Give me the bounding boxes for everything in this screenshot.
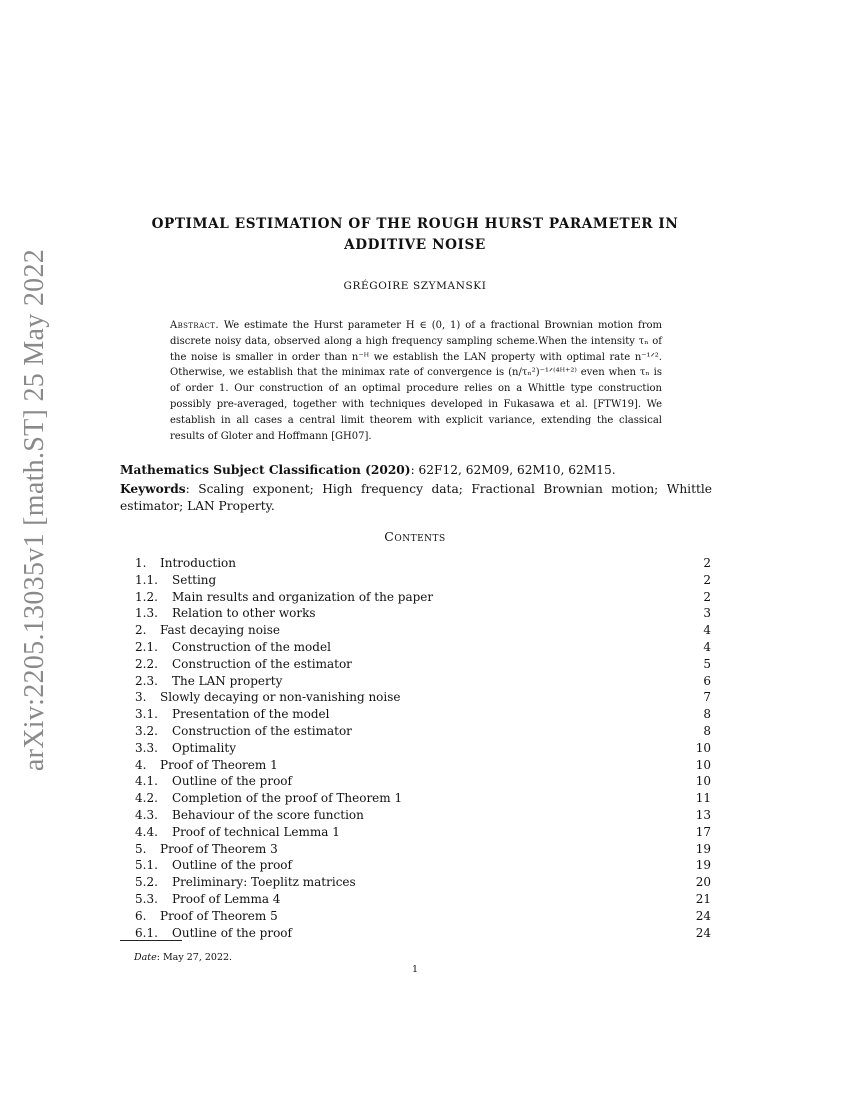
toc-entry-title: Proof of Theorem 5 [160, 908, 278, 923]
title-line-2: ADDITIVE NOISE [344, 237, 486, 253]
keywords-value: : Scaling exponent; High frequency data; Fractional Brownian motion; Whittle estimator; LAN Property. [120, 482, 712, 513]
author: GRÉGOIRE SZYMANSKI [343, 280, 487, 292]
toc-entry-page: 13 [695, 807, 711, 822]
toc-entry-number: 2. [135, 623, 147, 638]
toc-entry[interactable] [135, 639, 711, 656]
toc-entry-page: 21 [695, 891, 711, 906]
toc-entry[interactable] [135, 857, 711, 874]
toc-entry-page: 24 [695, 908, 711, 923]
toc-entry-number: 1.2. [135, 589, 158, 604]
keywords-line [120, 481, 712, 515]
toc-entry-number: 3.3. [135, 740, 158, 755]
toc-entry[interactable] [135, 925, 711, 942]
toc-entry-number: 5.1. [135, 858, 158, 873]
toc-entry[interactable] [135, 824, 711, 841]
toc-entry-page: 3 [703, 606, 711, 621]
toc-entry-title: Fast decaying noise [160, 623, 281, 638]
toc-entry[interactable] [135, 555, 711, 572]
toc-entry-page: 20 [695, 875, 711, 890]
toc-entry-page: 19 [695, 858, 711, 873]
toc-entry-number: 3.1. [135, 707, 158, 722]
toc-entry[interactable] [135, 622, 711, 639]
toc-entry-title: Proof of Theorem 3 [160, 841, 278, 856]
toc-entry[interactable] [135, 572, 711, 589]
toc-entry[interactable] [135, 740, 711, 757]
toc-entry-page: 4 [703, 639, 711, 654]
toc-entry-title: Construction of the estimator [172, 656, 352, 671]
abstract [170, 318, 662, 444]
toc-entry-number: 4. [135, 757, 147, 772]
toc-entry-number: 5.2. [135, 875, 158, 890]
toc-entry-page: 4 [703, 623, 711, 638]
abstract-text: We estimate the Hurst parameter H ∈ (0, 1) of a fractional Brownian motion from discrete noisy data, observed along a high frequency sampling scheme.When the intensity τₙ of the noise is smaller in order than n⁻ᴴ we establish the LAN property with optimal rate n⁻¹ᐟ². Otherwise, we establish that the minimax rate of convergence is (n/τₙ²)⁻¹ᐟ⁽⁴ᴴ⁺²⁾ even when τₙ is of order 1. Our construction of an optimal procedure relies on a Whittle type construction possibly pre-averaged, together with techniques developed in Fukasawa et al. [FTW19]. We establish in all cases a central limit theorem with explicit variance, extending the classical results of Gloter and Hoffmann [GH07]. [170, 320, 662, 442]
toc-entry-page: 10 [695, 740, 711, 755]
toc-entry-page: 11 [695, 791, 711, 806]
toc-entry-title: The LAN property [172, 673, 283, 688]
toc-entry-page: 2 [703, 572, 711, 587]
contents-heading: Contents [384, 529, 446, 544]
toc-entry-title: Setting [172, 572, 217, 587]
toc-entry-number: 2.2. [135, 656, 158, 671]
abstract-label: Abstract. [170, 320, 219, 331]
toc-entry-title: Outline of the proof [172, 858, 292, 873]
paper-title [100, 214, 730, 256]
toc-entry-number: 4.3. [135, 807, 158, 822]
toc-entry-title: Behaviour of the score function [172, 807, 364, 822]
toc-entry-page: 5 [703, 656, 711, 671]
toc-entry[interactable] [135, 841, 711, 858]
toc-entry[interactable] [135, 589, 711, 606]
toc-entry-page: 10 [695, 774, 711, 789]
toc-entry-page: 19 [695, 841, 711, 856]
msc-value: : 62F12, 62M09, 62M10, 62M15. [410, 463, 616, 477]
toc-entry-number: 5. [135, 841, 147, 856]
toc-entry[interactable] [135, 790, 711, 807]
toc-entry-title: Proof of Lemma 4 [172, 891, 281, 906]
toc-entry-title: Construction of the model [172, 639, 331, 654]
toc-entry-title: Relation to other works [172, 606, 316, 621]
title-line-1: OPTIMAL ESTIMATION OF THE ROUGH HURST PARAMETER IN [151, 216, 679, 232]
toc-entry[interactable] [135, 706, 711, 723]
toc-entry-title: Outline of the proof [172, 774, 292, 789]
toc-entry-title: Main results and organization of the paper [172, 589, 434, 604]
toc-entry[interactable] [135, 908, 711, 925]
toc-entry-page: 2 [703, 589, 711, 604]
toc-entry[interactable] [135, 656, 711, 673]
toc-entry-number: 4.4. [135, 824, 158, 839]
toc-entry-number: 5.3. [135, 891, 158, 906]
footnote-label: Date [134, 952, 157, 963]
toc-entry[interactable] [135, 773, 711, 790]
date-footnote [134, 952, 232, 963]
toc-entry-number: 4.1. [135, 774, 158, 789]
toc-entry[interactable] [135, 673, 711, 690]
toc-entry-title: Preliminary: Toeplitz matrices [172, 875, 356, 890]
toc-entry[interactable] [135, 807, 711, 824]
toc-entry-number: 3. [135, 690, 147, 705]
arxiv-identifier: arXiv:2205.13035v1 [math.ST] 25 May 2022 [19, 248, 51, 772]
toc-entry-title: Proof of Theorem 1 [160, 757, 278, 772]
toc-entry-title: Introduction [160, 556, 236, 570]
toc-entry[interactable] [135, 757, 711, 774]
toc-entry[interactable] [135, 723, 711, 740]
toc-entry[interactable] [135, 689, 711, 706]
toc-entry-number: 2.1. [135, 639, 158, 654]
msc-label: Mathematics Subject Classification (2020) [120, 463, 411, 477]
toc-entry-number: 1.3. [135, 606, 158, 621]
toc-entry-page: 2 [703, 556, 711, 570]
toc-entry-title: Proof of technical Lemma 1 [172, 824, 340, 839]
toc-entry-number: 1. [135, 556, 147, 570]
toc-entry-title: Slowly decaying or non-vanishing noise [160, 690, 401, 705]
toc-entry-page: 6 [703, 673, 711, 688]
table-of-contents [135, 555, 711, 941]
toc-entry-title: Completion of the proof of Theorem 1 [172, 791, 403, 806]
toc-entry-page: 24 [695, 925, 711, 940]
toc-entry-title: Outline of the proof [172, 925, 292, 940]
footnote-value: : May 27, 2022. [156, 952, 233, 963]
msc-line [120, 462, 712, 479]
footnote-rule [120, 940, 182, 941]
toc-entry[interactable] [135, 605, 711, 622]
toc-entry-number: 6. [135, 908, 147, 923]
toc-entry-number: 2.3. [135, 673, 158, 688]
arxiv-sidebar [10, 230, 60, 790]
toc-entry-page: 17 [695, 824, 711, 839]
toc-entry-page: 10 [695, 757, 711, 772]
toc-entry-title: Optimality [172, 740, 236, 755]
keywords-label: Keywords [120, 482, 186, 496]
toc-entry-page: 7 [703, 690, 711, 705]
toc-entry-page: 8 [703, 723, 711, 738]
toc-entry-title: Presentation of the model [172, 707, 330, 722]
page-number: 1 [411, 964, 419, 975]
toc-entry-page: 8 [703, 707, 711, 722]
toc-entry-number: 4.2. [135, 791, 158, 806]
toc-entry-number: 3.2. [135, 723, 158, 738]
toc-entry[interactable] [135, 891, 711, 908]
toc-entry-number: 1.1. [135, 572, 158, 587]
toc-entry[interactable] [135, 874, 711, 891]
toc-entry-title: Construction of the estimator [172, 723, 352, 738]
toc-entry-number: 6.1. [135, 925, 158, 940]
